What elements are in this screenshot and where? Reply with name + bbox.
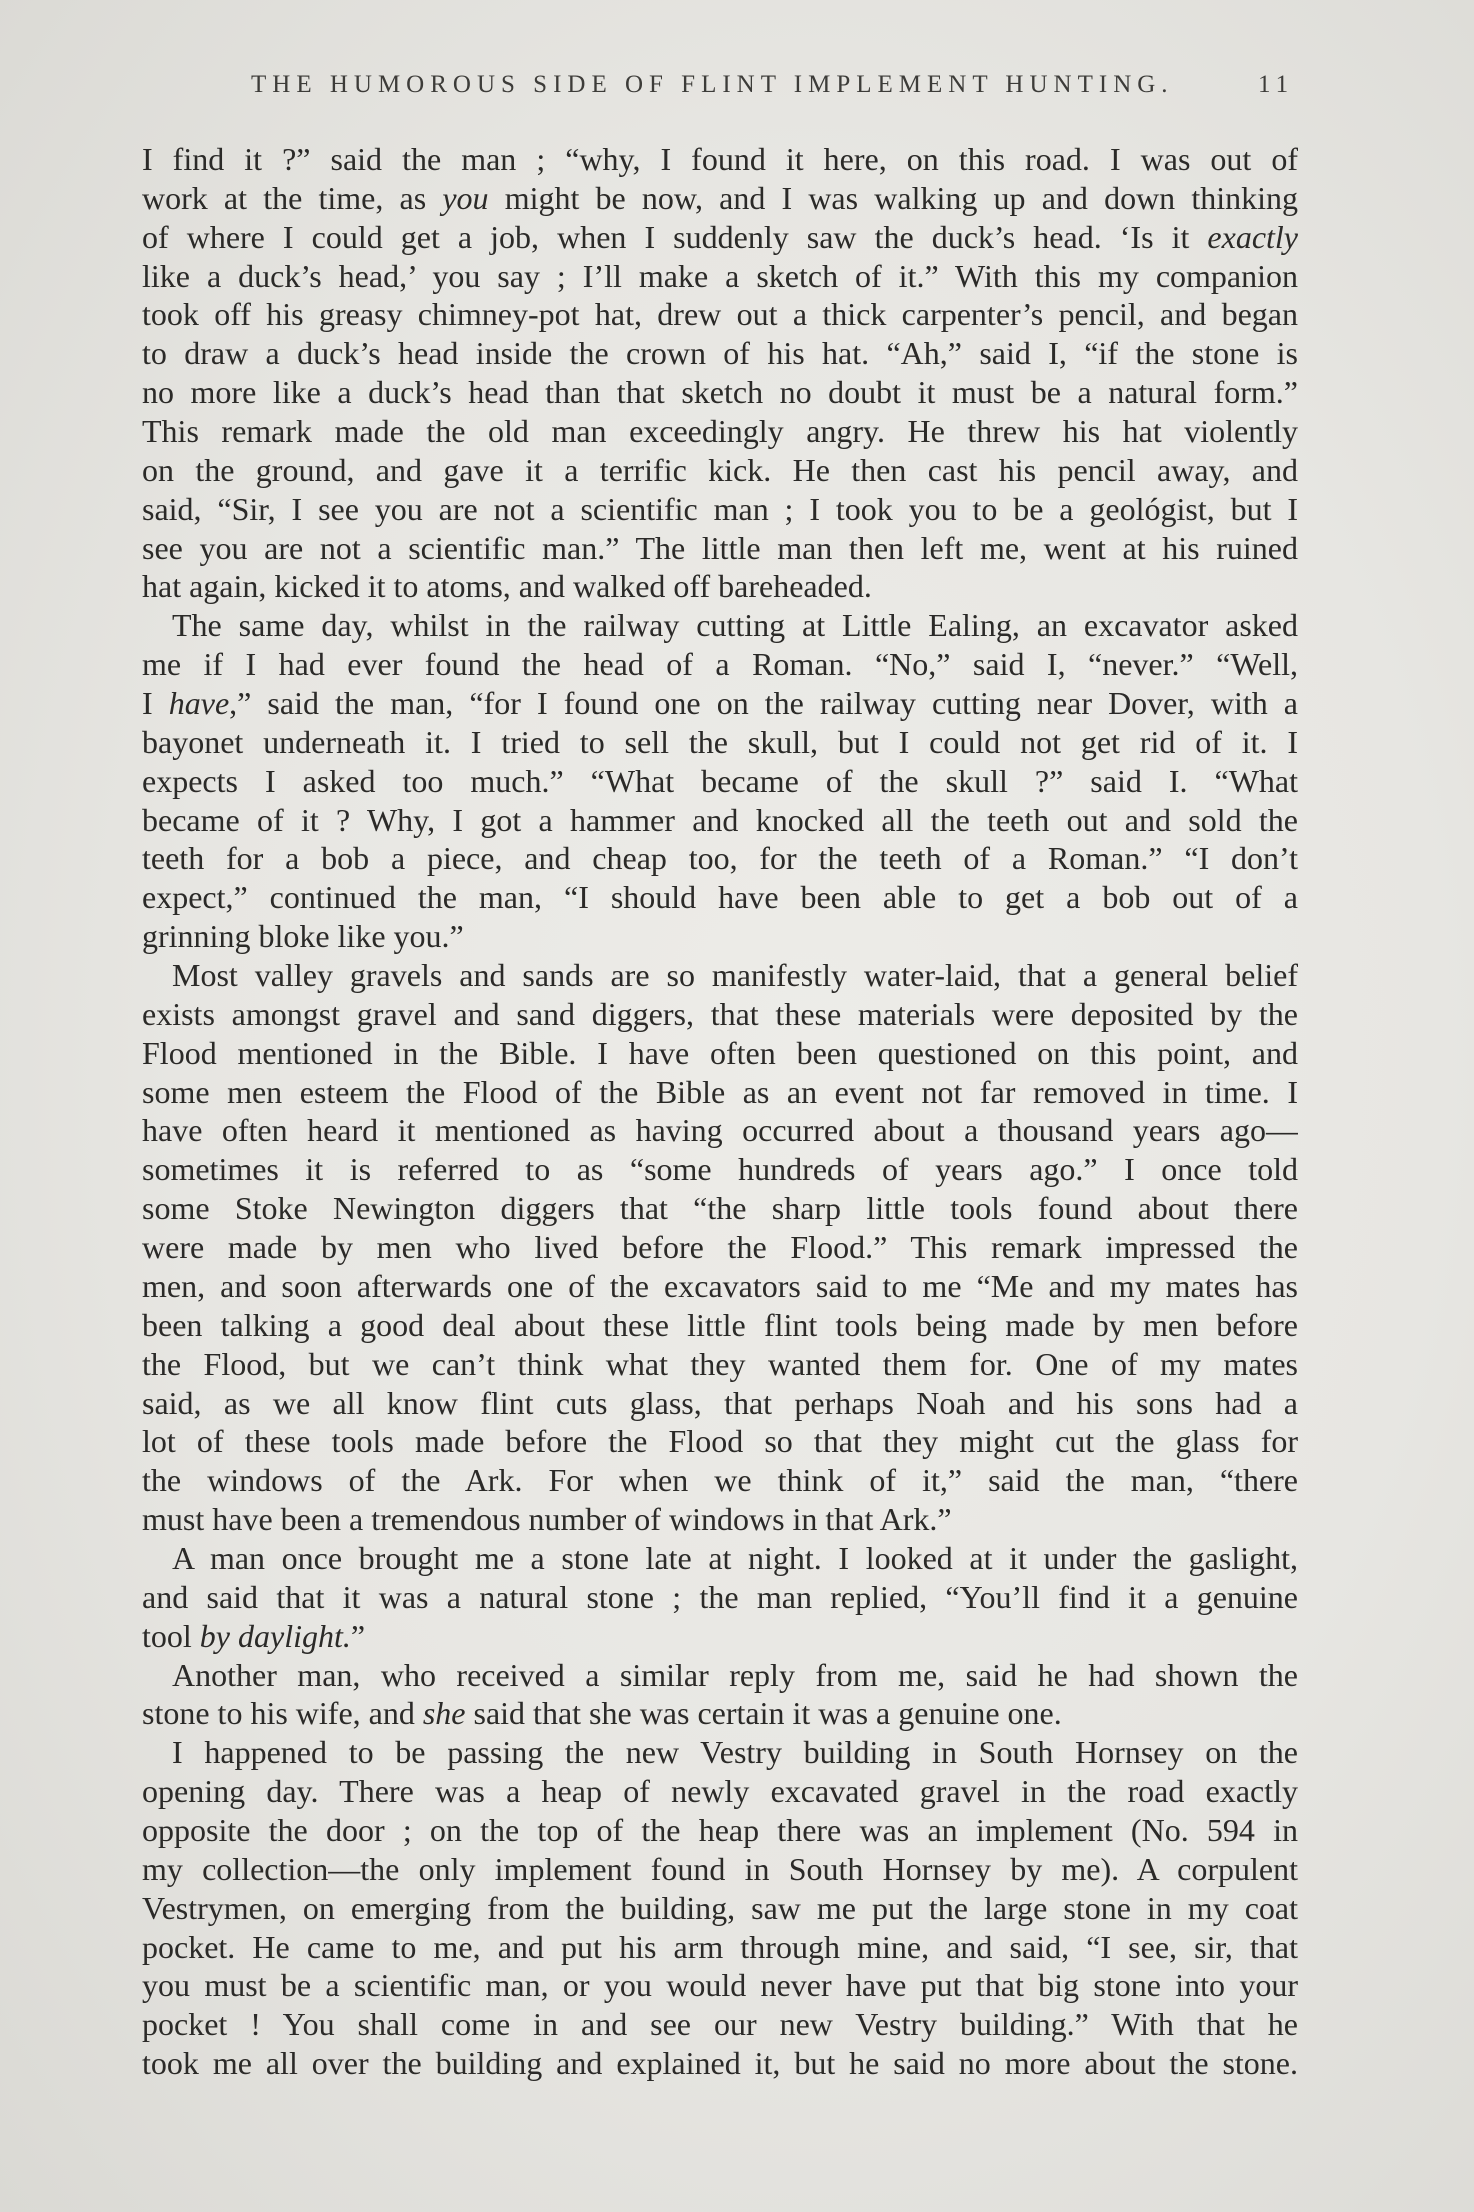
text-line: have often heard it mentioned as having occurred about a thousand years ago—: [142, 1112, 1298, 1149]
text-run: said that she was certain it was a genuine one.: [465, 1695, 1062, 1732]
text-run: stone to his wife, and: [142, 1695, 423, 1732]
text-line: I find it ?” said the man ; “why, I found it here, on this road. I was out of: [142, 141, 1298, 177]
text-line: A man once brought me a stone late at night. I looked at it under the gaslight,: [172, 1539, 1298, 1576]
text-line: expects I asked too much.” “What became of the skull ?” said I. “What: [142, 762, 1298, 799]
text-line: hat again, kicked it to atoms, and walked off bareheaded.: [142, 568, 872, 605]
paragraph: [142, 606, 1298, 956]
text-line: lot of these tools made before the Flood so that they might cut the glass for: [142, 1423, 1298, 1460]
text-line: exists amongst gravel and sand diggers, that these materials were deposited by the: [142, 995, 1298, 1032]
text-line: Flood mentioned in the Bible. I have often been questioned on this point, and: [142, 1034, 1298, 1071]
text-line: This remark made the old man exceedingly angry. He threw his hat violently: [142, 413, 1298, 450]
text-line: [142, 1617, 1298, 1656]
text-line: sometimes it is referred to as “some hundreds of years ago.” I once told: [142, 1151, 1298, 1188]
italic-text-run: by daylight.: [199, 1617, 351, 1654]
italic-text-run: have: [168, 685, 230, 722]
page-number: 11: [1258, 71, 1295, 98]
text-run: might be now, and I was walking up and down thinking: [488, 179, 1298, 216]
text-line: opposite the door ; on the top of the heap there was an implement (No. 594 in: [142, 1811, 1298, 1848]
text-line: men, and soon afterwards one of the excavators said to me “Me and my mates has: [142, 1267, 1298, 1304]
paragraph: [142, 1539, 1298, 1656]
paragraph: [142, 1656, 1298, 1734]
italic-text-run: exactly: [1207, 218, 1298, 255]
body-text: [142, 140, 1298, 2083]
text-line: teeth for a bob a piece, and cheap too, for the teeth of a Roman.” “I don’t: [142, 840, 1298, 877]
text-run: ,” said the man, “for I found one on the railway cutting near Dover, with a: [229, 685, 1298, 722]
text-line: pocket. He came to me, and put his arm through mine, and said, “I see, sir, that: [142, 1928, 1298, 1965]
text-line: the Flood, but we can’t think what they wanted them for. One of my mates: [142, 1345, 1298, 1382]
text-line: expect,” continued the man, “I should have been able to get a bob out of a: [142, 879, 1298, 916]
text-line: grinning bloke like you.”: [142, 918, 464, 955]
text-run: tool: [142, 1617, 200, 1654]
text-line: Another man, who received a similar reply from me, said he had shown the: [172, 1656, 1298, 1693]
text-line: some Stoke Newington diggers that “the sharp little tools found about there: [142, 1190, 1298, 1227]
text-line: bayonet underneath it. I tried to sell the skull, but I could not get rid of it. I: [142, 723, 1298, 760]
text-line: [142, 179, 1298, 218]
text-line: were made by men who lived before the Flood.” This remark impressed the: [142, 1229, 1298, 1266]
text-line: to draw a duck’s head inside the crown of his hat. “Ah,” said I, “if the stone is: [142, 335, 1298, 372]
text-run: I: [142, 685, 169, 722]
text-line: see you are not a scientific man.” The little man then left me, went at his ruined: [142, 529, 1298, 566]
italic-text-run: she: [422, 1695, 466, 1732]
text-line: Vestrymen, on emerging from the building, saw me put the large stone in my coat: [142, 1889, 1298, 1926]
text-run: of where I could get a job, when I suddenly saw the duck’s head. ‘Is it: [142, 218, 1208, 255]
paragraph: [142, 140, 1298, 606]
text-line: [142, 684, 1298, 723]
text-line: must have been a tremendous number of windows in that Ark.”: [142, 1501, 952, 1538]
text-line: my collection—the only implement found in South Hornsey by me). A corpulent: [142, 1850, 1298, 1887]
text-line: opening day. There was a heap of newly excavated gravel in the road exactly: [142, 1773, 1298, 1810]
text-line: been talking a good deal about these little flint tools being made by men before: [142, 1306, 1298, 1343]
italic-text-run: you: [442, 179, 489, 216]
text-line: became of it ? Why, I got a hammer and knocked all the teeth out and sold the: [142, 801, 1298, 838]
text-line: pocket ! You shall come in and see our new Vestry building.” With that he: [142, 2006, 1298, 2043]
paragraph: [142, 956, 1298, 1539]
text-line: The same day, whilst in the railway cutting at Little Ealing, an excavator asked: [172, 607, 1298, 644]
text-line: I happened to be passing the new Vestry building in South Hornsey on the: [172, 1734, 1298, 1771]
text-line: and said that it was a natural stone ; the man replied, “You’ll find it a genuine: [142, 1578, 1298, 1615]
text-line: on the ground, and gave it a terrific kick. He then cast his pencil away, and: [142, 451, 1298, 488]
text-run: ”: [350, 1617, 366, 1654]
text-line: some men esteem the Flood of the Bible as an event not far removed in time. I: [142, 1073, 1298, 1110]
text-line: no more like a duck’s head than that sketch no doubt it must be a natural form.”: [142, 374, 1298, 411]
text-line: said, as we all know flint cuts glass, that perhaps Noah and his sons had a: [142, 1384, 1298, 1421]
text-line: [142, 1694, 1298, 1733]
paragraph: [142, 1733, 1298, 2083]
running-head: THE HUMOROUS SIDE OF FLINT IMPLEMENT HUNTING.: [251, 71, 1174, 98]
text-line: took me all over the building and explained it, but he said no more about the stone.: [142, 2045, 1298, 2082]
text-line: like a duck’s head,’ you say ; I’ll make a sketch of it.” With this my companion: [142, 257, 1298, 294]
text-run: work at the time, as: [142, 179, 443, 216]
text-line: me if I had ever found the head of a Roman. “No,” said I, “never.” “Well,: [142, 646, 1298, 683]
text-line: [142, 218, 1298, 257]
text-line: said, “Sir, I see you are not a scientific man ; I took you to be a geológist, but I: [142, 490, 1298, 527]
text-line: Most valley gravels and sands are so manifestly water-laid, that a general belief: [172, 957, 1298, 994]
text-line: took off his greasy chimney-pot hat, drew out a thick carpenter’s pencil, and began: [142, 296, 1298, 333]
text-line: the windows of the Ark. For when we think of it,” said the man, “there: [142, 1462, 1298, 1499]
text-line: you must be a scientific man, or you would never have put that big stone into your: [142, 1967, 1298, 2004]
